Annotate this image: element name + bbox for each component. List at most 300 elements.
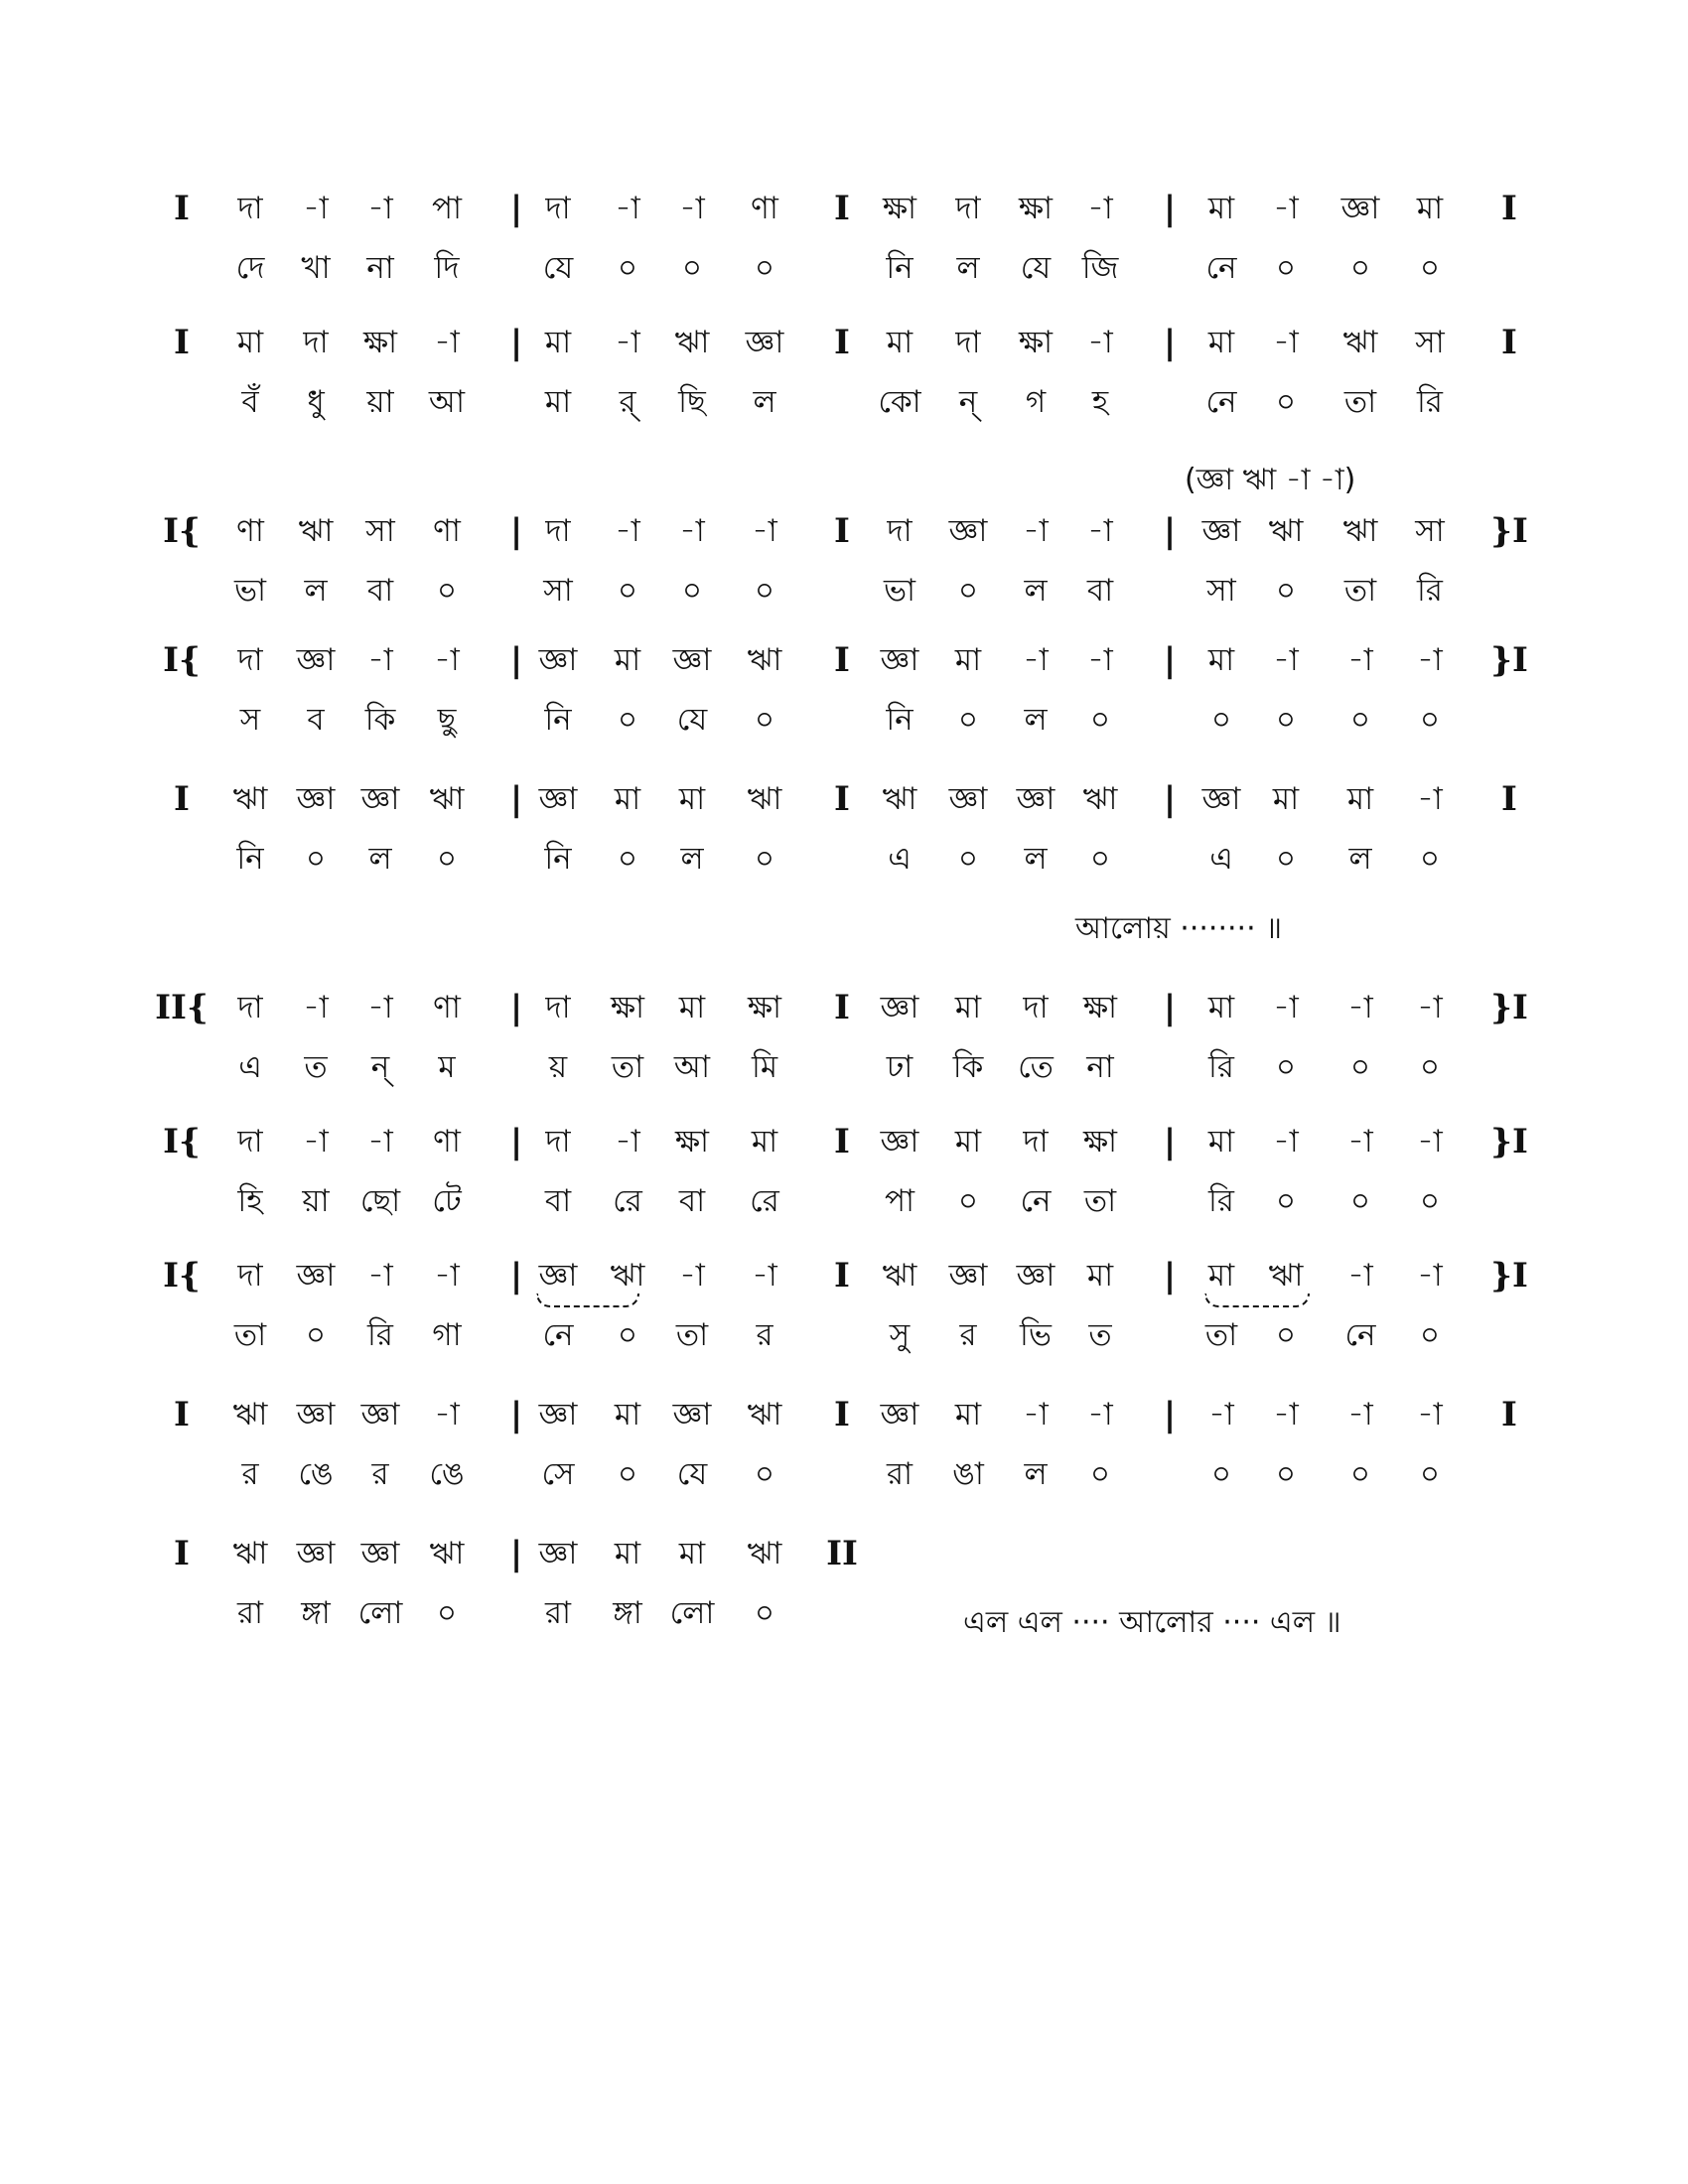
swara-note: মা xyxy=(678,990,706,1025)
lyric-syllable: রে xyxy=(750,1183,779,1219)
bar-mark: I xyxy=(834,988,850,1027)
swara-note: দা xyxy=(237,191,263,226)
swara-note: ণা xyxy=(433,990,461,1025)
lyric-syllable: লো xyxy=(669,1595,715,1631)
lyric-syllable: ০ xyxy=(754,841,775,877)
swara-note: ঋা xyxy=(1082,781,1118,817)
bar-mark: }I xyxy=(1490,988,1528,1027)
bar-mark: I{ xyxy=(163,511,201,551)
lyric-syllable: নি xyxy=(886,702,914,738)
lyric-syllable: ০ xyxy=(957,841,979,877)
swara-note: -া xyxy=(303,990,329,1025)
beat-divider: | xyxy=(509,1395,523,1434)
lyric-syllable: ঢা xyxy=(886,1049,914,1085)
swara-note: -া xyxy=(434,1397,460,1433)
lyric-syllable: ঙে xyxy=(298,1456,334,1492)
swara-note: ঋা xyxy=(674,325,710,360)
lyric-syllable: ০ xyxy=(1419,1183,1441,1219)
beat-divider: | xyxy=(509,189,523,228)
swara-note: দা xyxy=(545,1124,571,1160)
swara-note: ঋা xyxy=(232,1397,268,1433)
lyric-syllable: ০ xyxy=(1275,1049,1297,1085)
swara-note: দা xyxy=(303,325,329,360)
swara-note: -া xyxy=(615,325,640,360)
lyric-syllable: রি xyxy=(1417,384,1443,420)
swara-note: সা xyxy=(1415,325,1445,360)
swara-note: দা xyxy=(545,191,571,226)
swara-note: জ্ঞা xyxy=(538,642,578,678)
lyric-syllable: বা xyxy=(1086,573,1114,609)
lyric-syllable: ০ xyxy=(1275,841,1297,877)
beat-divider: | xyxy=(509,1534,523,1573)
swara-note: ঋা xyxy=(298,513,334,549)
lyric-syllable: নে xyxy=(1205,250,1237,286)
swara-note: -া xyxy=(1087,1397,1113,1433)
swara-note: ঋা xyxy=(882,1258,917,1294)
bar-mark: I xyxy=(834,189,850,228)
lyric-syllable: ভা xyxy=(233,573,267,609)
lyric-syllable: এ xyxy=(888,841,912,877)
swara-note: ণা xyxy=(236,513,264,549)
bar-mark: I{ xyxy=(163,1256,201,1296)
lyric-syllable: ন্ xyxy=(370,1049,390,1085)
lyric-line xyxy=(0,372,1688,432)
swara-note: -া xyxy=(1347,1397,1373,1433)
swara-note: জ্ঞা xyxy=(296,1397,336,1433)
lyric-syllable: তা xyxy=(1343,384,1377,420)
lyric-line xyxy=(0,1444,1688,1504)
swara-note: জ্ঞা xyxy=(948,781,988,817)
swara-note: দা xyxy=(887,513,913,549)
bar-mark: I xyxy=(1501,189,1517,228)
swara-note: ক্ষা xyxy=(610,990,645,1025)
swara-note: মা xyxy=(544,325,572,360)
lyric-syllable: ০ xyxy=(1275,1183,1297,1219)
swara-note: -া xyxy=(1417,1124,1443,1160)
swara-note: মা xyxy=(1346,781,1374,817)
lyric-syllable: ০ xyxy=(617,573,638,609)
lyric-syllable: নে xyxy=(542,1317,574,1353)
lyric-syllable: খা xyxy=(301,250,331,286)
swara-note: মা xyxy=(1416,191,1444,226)
beat-divider: | xyxy=(1163,1122,1177,1161)
lyric-syllable: যে xyxy=(676,702,708,738)
swara-note: দা xyxy=(1023,1124,1049,1160)
swara-note: -া xyxy=(434,642,460,678)
lyric-syllable: ০ xyxy=(1349,1049,1371,1085)
lyric-syllable: ০ xyxy=(1275,250,1297,286)
lyric-syllable: আ xyxy=(428,384,466,420)
swara-note: -া xyxy=(1273,990,1299,1025)
beat-divider: | xyxy=(1163,323,1177,362)
slur-mark xyxy=(536,1294,639,1307)
swara-note: মা xyxy=(1086,1258,1114,1294)
bar-mark: }I xyxy=(1490,640,1528,680)
lyric-syllable: গা xyxy=(432,1317,462,1353)
lyric-syllable: ০ xyxy=(754,573,775,609)
lyric-syllable: ০ xyxy=(1275,573,1297,609)
lyric-syllable: ০ xyxy=(1275,384,1297,420)
lyric-line xyxy=(0,238,1688,298)
lyric-line xyxy=(0,690,1688,750)
swara-note: মা xyxy=(1207,325,1235,360)
swara-note: মা xyxy=(614,1397,641,1433)
bar-mark: I xyxy=(834,1395,850,1434)
lyric-line xyxy=(0,1171,1688,1231)
swara-note: ক্ষা xyxy=(1018,325,1054,360)
lyric-syllable: নি xyxy=(886,250,914,286)
lyric-syllable: ০ xyxy=(436,841,458,877)
swara-note: -া xyxy=(1087,642,1113,678)
lyric-syllable: ঙা xyxy=(952,1456,984,1492)
lyric-syllable: ০ xyxy=(1419,1049,1441,1085)
swara-line xyxy=(0,179,1688,238)
lyric-syllable: তা xyxy=(611,1049,644,1085)
lyric-syllable: গ xyxy=(1025,384,1047,420)
lyric-syllable: নি xyxy=(236,841,264,877)
bar-mark: I xyxy=(174,1534,190,1573)
swara-note: -া xyxy=(303,1124,329,1160)
swara-note: -া xyxy=(367,642,393,678)
swara-line xyxy=(0,501,1688,561)
swara-note: মা xyxy=(1207,191,1235,226)
swara-note: দা xyxy=(237,1124,263,1160)
swara-note: ঋা xyxy=(1268,513,1304,549)
lyric-syllable: ম xyxy=(438,1049,456,1085)
lyric-syllable: না xyxy=(366,250,394,286)
lyric-syllable: ০ xyxy=(754,702,775,738)
swara-note: -া xyxy=(1417,781,1443,817)
lyric-syllable: ল xyxy=(956,250,980,286)
swara-note: -া xyxy=(1208,1397,1234,1433)
swara-note: জ্ঞা xyxy=(296,1536,336,1571)
swara-note: ঋা xyxy=(232,781,268,817)
lyric-syllable: ল xyxy=(753,384,776,420)
swara-note: -া xyxy=(1417,1397,1443,1433)
lyric-syllable: র্ xyxy=(619,384,636,420)
swara-note: ক্ষা xyxy=(362,325,398,360)
lyric-syllable: ০ xyxy=(436,1595,458,1631)
swara-note: মা xyxy=(236,325,264,360)
lyric-syllable: তা xyxy=(675,1317,709,1353)
swara-note: সা xyxy=(1415,513,1445,549)
beat-divider: | xyxy=(509,988,523,1027)
beat-divider: | xyxy=(1163,1395,1177,1434)
lyric-syllable: ব xyxy=(307,702,325,738)
swara-note: জ্ঞা xyxy=(1016,781,1055,817)
lyric-syllable: এ xyxy=(238,1049,262,1085)
swara-note: জ্ঞা xyxy=(1340,191,1380,226)
lyric-syllable: ০ xyxy=(957,702,979,738)
swara-note: -া xyxy=(615,513,640,549)
swara-note: জ্ঞা xyxy=(538,1397,578,1433)
lyric-syllable: ০ xyxy=(436,573,458,609)
lyric-syllable: রি xyxy=(1208,1183,1234,1219)
swara-note: ণা xyxy=(751,191,778,226)
bar-mark: I xyxy=(174,1395,190,1434)
bar-mark: I xyxy=(174,189,190,228)
lyric-syllable: নে xyxy=(1344,1317,1376,1353)
lyric-syllable: টে xyxy=(432,1183,462,1219)
lyric-syllable: ছি xyxy=(678,384,706,420)
swara-note: দা xyxy=(237,990,263,1025)
bar-mark: I xyxy=(174,323,190,362)
swara-note: -া xyxy=(367,990,393,1025)
lyric-line xyxy=(0,1305,1688,1365)
swara-note: -া xyxy=(1273,191,1299,226)
swara-note: মা xyxy=(1207,990,1235,1025)
swara-note: -া xyxy=(303,191,329,226)
lyric-syllable: ০ xyxy=(754,1595,775,1631)
swara-note: ক্ষা xyxy=(674,1124,710,1160)
lyric-syllable: ০ xyxy=(617,250,638,286)
beat-divider: | xyxy=(1163,189,1177,228)
swara-note: দা xyxy=(1023,990,1049,1025)
lyric-syllable: রি xyxy=(1417,573,1443,609)
swara-note: -া xyxy=(1087,513,1113,549)
swara-note: -া xyxy=(1347,1124,1373,1160)
lyric-syllable: ল xyxy=(1024,1456,1048,1492)
lyric-syllable: ০ xyxy=(1275,702,1297,738)
lyric-syllable: ছু xyxy=(437,702,457,738)
slur-mark xyxy=(1204,1294,1310,1307)
lyric-syllable: ০ xyxy=(1089,1456,1111,1492)
swara-note: জ্ঞা xyxy=(880,1124,919,1160)
swara-note: দা xyxy=(237,642,263,678)
lyric-syllable: নে xyxy=(1205,384,1237,420)
swara-line xyxy=(0,313,1688,372)
swara-line xyxy=(0,1524,1688,1583)
lyric-syllable: র xyxy=(371,1456,389,1492)
swara-note: মা xyxy=(1207,1124,1235,1160)
lyric-syllable: ০ xyxy=(1419,1456,1441,1492)
swara-note: জ্ঞা xyxy=(538,781,578,817)
swara-line xyxy=(0,1385,1688,1444)
swara-note: -া xyxy=(1417,642,1443,678)
bar-mark: I{ xyxy=(163,1122,201,1161)
bar-mark: II xyxy=(826,1534,858,1573)
lyric-syllable: ন্ xyxy=(958,384,978,420)
swara-note: মা xyxy=(1207,642,1235,678)
lyric-syllable: ধু xyxy=(307,384,325,420)
alternate-phrase: (জ্ঞা ঋা -া -া) xyxy=(1185,463,1356,497)
lyric-syllable: ০ xyxy=(1349,1456,1371,1492)
lyric-syllable: ল xyxy=(1024,841,1048,877)
lyric-syllable: ০ xyxy=(681,250,703,286)
swara-note: -া xyxy=(434,325,460,360)
swara-note: ক্ষা xyxy=(747,990,782,1025)
lyric-syllable: ল xyxy=(1024,573,1048,609)
swara-note: ঋা xyxy=(747,781,782,817)
swara-note: দা xyxy=(545,513,571,549)
lyric-syllable: ০ xyxy=(957,1183,979,1219)
lyric-syllable: মা xyxy=(544,384,572,420)
swara-note: -া xyxy=(1417,990,1443,1025)
lyric-syllable: মি xyxy=(751,1049,778,1085)
bar-mark: I xyxy=(834,511,850,551)
bar-mark: I xyxy=(834,779,850,819)
swara-note: -া xyxy=(1023,1397,1049,1433)
swara-note: জ্ঞা xyxy=(360,1397,400,1433)
lyric-syllable: হি xyxy=(237,1183,263,1219)
lyric-syllable: সে xyxy=(541,1456,575,1492)
swara-note: -া xyxy=(752,513,777,549)
lyric-syllable: সা xyxy=(1206,573,1236,609)
swara-note: দা xyxy=(955,325,981,360)
swara-note: মা xyxy=(751,1124,778,1160)
swara-note: -া xyxy=(752,1258,777,1294)
lyric-syllable: রি xyxy=(1208,1049,1234,1085)
swara-line xyxy=(0,1112,1688,1171)
lyric-syllable: যে xyxy=(676,1456,708,1492)
swara-note: দা xyxy=(955,191,981,226)
lyric-syllable: ০ xyxy=(305,1317,327,1353)
swara-note: -া xyxy=(1273,325,1299,360)
lyric-syllable: দে xyxy=(235,250,265,286)
beat-divider: | xyxy=(509,1256,523,1296)
beat-divider: | xyxy=(1163,779,1177,819)
swara-note: মা xyxy=(614,1536,641,1571)
lyric-syllable: লো xyxy=(357,1595,403,1631)
swara-note: দা xyxy=(545,990,571,1025)
lyric-syllable: ০ xyxy=(305,841,327,877)
bar-mark: II{ xyxy=(155,988,209,1027)
lyric-syllable: ল xyxy=(1024,702,1048,738)
lyric-syllable: ০ xyxy=(617,1456,638,1492)
lyric-line xyxy=(0,1037,1688,1097)
lyric-syllable: র xyxy=(756,1317,774,1353)
swara-note: মা xyxy=(954,990,982,1025)
lyric-syllable: বা xyxy=(544,1183,572,1219)
lyric-syllable: ভি xyxy=(1020,1317,1052,1353)
lyric-syllable: য়া xyxy=(366,384,394,420)
swara-note: জ্ঞা xyxy=(672,642,712,678)
lyric-syllable: ০ xyxy=(1419,1317,1441,1353)
swara-note: মা xyxy=(954,642,982,678)
swara-note: ক্ষা xyxy=(882,191,917,226)
lyric-syllable: ০ xyxy=(754,1456,775,1492)
swara-note: জ্ঞা xyxy=(1201,513,1241,549)
lyric-syllable: ঙে xyxy=(429,1456,465,1492)
bar-mark: I xyxy=(834,640,850,680)
swara-note: -া xyxy=(679,513,705,549)
swara-note: -া xyxy=(367,1258,393,1294)
lyric-syllable: না xyxy=(1086,1049,1114,1085)
swara-note: ক্ষা xyxy=(1018,191,1054,226)
swara-note: ঋা xyxy=(1268,1258,1304,1294)
swara-note: ঋা xyxy=(429,1536,465,1571)
swara-note: -া xyxy=(367,1124,393,1160)
lyric-syllable: রি xyxy=(367,1317,393,1353)
swara-note: -া xyxy=(615,1124,640,1160)
swara-note: জ্ঞা xyxy=(948,1258,988,1294)
swara-note: জ্ঞা xyxy=(880,642,919,678)
swara-note: মা xyxy=(886,325,914,360)
lyric-syllable: যে xyxy=(1020,250,1052,286)
lyric-syllable: তা xyxy=(1204,1317,1238,1353)
swara-note: জ্ঞা xyxy=(538,1536,578,1571)
lyric-syllable: ছো xyxy=(359,1183,401,1219)
lyric-syllable: রে xyxy=(613,1183,642,1219)
lyric-syllable: যে xyxy=(542,250,574,286)
lyric-syllable: ০ xyxy=(1349,1183,1371,1219)
swara-note: জ্ঞা xyxy=(745,325,784,360)
lyric-syllable: বঁ xyxy=(241,384,259,420)
beat-divider: | xyxy=(1163,640,1177,680)
swara-note: -া xyxy=(1273,642,1299,678)
beat-divider: | xyxy=(509,511,523,551)
lyric-syllable: পা xyxy=(884,1183,915,1219)
swara-note: দা xyxy=(237,1258,263,1294)
bar-mark: }I xyxy=(1490,1256,1528,1296)
swara-note: ঋা xyxy=(747,1536,782,1571)
swara-note: ণা xyxy=(433,1124,461,1160)
swara-note: মা xyxy=(678,1536,706,1571)
swara-note: জ্ঞা xyxy=(360,781,400,817)
lyric-syllable: তে xyxy=(1018,1049,1054,1085)
swara-note: জ্ঞা xyxy=(296,642,336,678)
lyric-syllable: নে xyxy=(1020,1183,1052,1219)
refrain-line: আলোয় ········ ॥ xyxy=(1075,911,1283,946)
swara-note: -া xyxy=(1347,642,1373,678)
swara-note: ঋা xyxy=(882,781,917,817)
lyric-syllable: সা xyxy=(543,573,573,609)
swara-note: সা xyxy=(365,513,395,549)
lyric-syllable: ০ xyxy=(617,1317,638,1353)
lyric-syllable: ঙ্গা xyxy=(301,1595,331,1631)
lyric-syllable: ০ xyxy=(1089,702,1111,738)
swara-note: জ্ঞা xyxy=(296,1258,336,1294)
swara-note: ঋা xyxy=(1342,513,1378,549)
swara-line xyxy=(0,1246,1688,1305)
lyric-syllable: বা xyxy=(678,1183,706,1219)
bar-mark: I xyxy=(834,1256,850,1296)
lyric-syllable: ০ xyxy=(1275,1317,1297,1353)
lyric-line xyxy=(0,829,1688,888)
swara-note: -া xyxy=(367,191,393,226)
swara-note: -া xyxy=(1087,191,1113,226)
lyric-syllable: ০ xyxy=(617,702,638,738)
bar-mark: I xyxy=(834,323,850,362)
swara-note: ঋা xyxy=(429,781,465,817)
swara-note: -া xyxy=(1023,642,1049,678)
lyric-syllable: তা xyxy=(1343,573,1377,609)
swara-note: -া xyxy=(1087,325,1113,360)
swara-note: জ্ঞা xyxy=(880,990,919,1025)
lyric-syllable: হ xyxy=(1091,384,1109,420)
swara-note: -া xyxy=(1417,1258,1443,1294)
lyric-syllable: রা xyxy=(544,1595,572,1631)
bar-mark: }I xyxy=(1490,1122,1528,1161)
swara-note: -া xyxy=(679,191,705,226)
lyric-syllable: রা xyxy=(886,1456,914,1492)
lyric-syllable: তা xyxy=(233,1317,267,1353)
beat-divider: | xyxy=(1163,988,1177,1027)
swara-note: মা xyxy=(678,781,706,817)
swara-line xyxy=(0,769,1688,829)
lyric-syllable: ০ xyxy=(1210,1456,1232,1492)
swara-note: -া xyxy=(1273,1124,1299,1160)
bar-mark: I xyxy=(1501,779,1517,819)
swara-note: -া xyxy=(1023,513,1049,549)
swara-note: -া xyxy=(615,191,640,226)
swara-note: ঋা xyxy=(610,1258,645,1294)
swara-note: ঋা xyxy=(747,642,782,678)
lyric-line xyxy=(0,561,1688,620)
lyric-syllable: ল xyxy=(304,573,328,609)
beat-divider: | xyxy=(1163,1256,1177,1296)
lyric-syllable: ত xyxy=(1088,1317,1112,1353)
